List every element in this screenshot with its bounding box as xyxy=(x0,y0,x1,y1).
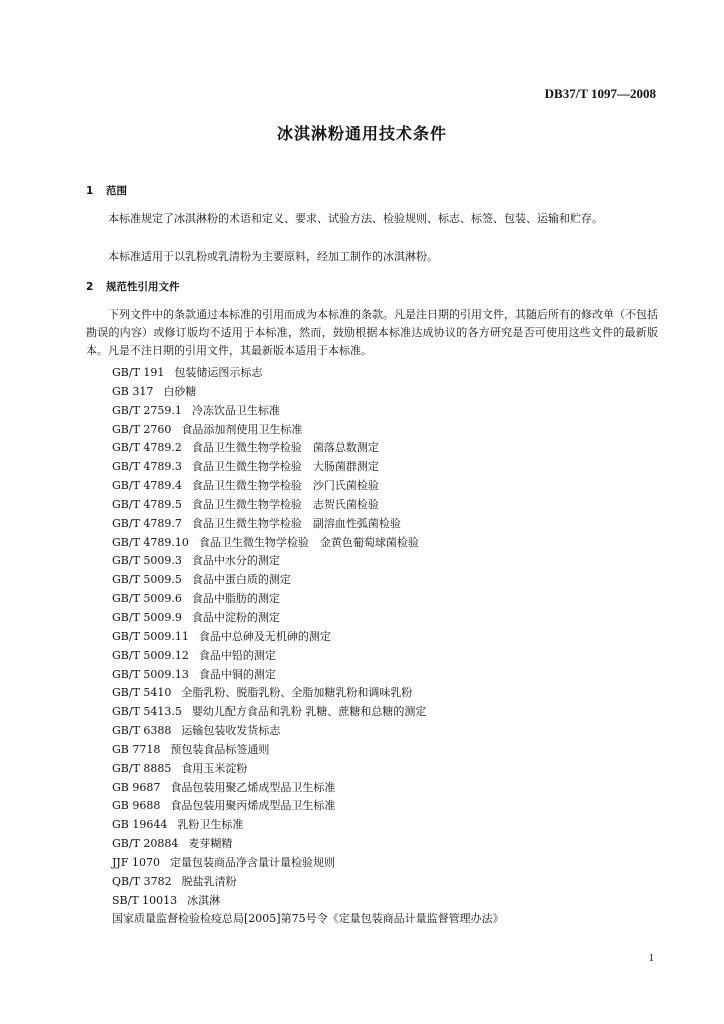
reference-item xyxy=(112,835,504,854)
reference-item xyxy=(112,741,504,760)
reference-title: 脱盐乳清粉 xyxy=(181,874,237,888)
reference-item xyxy=(112,910,504,929)
reference-item xyxy=(112,571,504,590)
reference-title: 食品卫生微生物学检验 菌落总数测定 xyxy=(191,441,379,455)
reference-code: GB/T 6388 xyxy=(112,724,172,738)
reference-list xyxy=(112,364,504,929)
reference-code: GB/T 5009.5 xyxy=(112,573,182,587)
reference-code: GB 9687 xyxy=(112,780,161,794)
reference-item xyxy=(112,666,504,685)
reference-item xyxy=(112,496,504,515)
reference-title: 食品包装用聚丙烯成型品卫生标准 xyxy=(170,799,336,813)
reference-title: 国家质量监督检验检疫总局[2005]第75号令《定量包装商品计量监督管理办法》 xyxy=(112,912,504,926)
reference-item xyxy=(112,421,504,440)
reference-code: GB/T 4789.7 xyxy=(112,516,182,530)
reference-title: 食用玉米淀粉 xyxy=(181,761,248,775)
reference-code: GB/T 5009.6 xyxy=(112,592,182,606)
reference-code: GB 19644 xyxy=(112,818,168,832)
reference-title: 冷冻饮品卫生标准 xyxy=(191,403,280,417)
reference-item xyxy=(112,873,504,892)
reference-item xyxy=(112,364,504,383)
reference-item xyxy=(112,534,504,553)
reference-title: 婴幼儿配方食品和乳粉 乳糖、蔗糖和总糖的测定 xyxy=(191,705,427,719)
reference-item xyxy=(112,383,504,402)
reference-title: 食品卫生微生物学检验 大肠菌群测定 xyxy=(191,460,379,474)
reference-title: 包装储运图示标志 xyxy=(174,366,263,379)
page-number: 1 xyxy=(648,952,654,964)
reference-code: GB/T 5410 xyxy=(112,686,172,700)
reference-title: 麦芽糊精 xyxy=(188,837,233,851)
reference-code: GB/T 4789.10 xyxy=(112,535,189,549)
standard-code: DB37/T 1097—2008 xyxy=(544,86,656,101)
reference-code: GB/T 191 xyxy=(112,366,165,379)
scope-paragraph-1: 本标准规定了冰淇淋粉的术语和定义、要求、试验方法、检验规则、标志、标签、包装、运输和贮存。 xyxy=(108,212,603,225)
reference-title: 食品卫生微生物学检验 志贺氏菌检验 xyxy=(191,497,379,511)
reference-code: QB/T 3782 xyxy=(112,874,172,888)
reference-item xyxy=(112,779,504,798)
reference-title: 食品中淀粉的测定 xyxy=(191,610,280,624)
reference-code: GB/T 4789.4 xyxy=(112,479,182,493)
reference-title: 食品中铅的测定 xyxy=(198,648,276,662)
reference-title: 食品添加剂使用卫生标准 xyxy=(181,422,303,436)
reference-item xyxy=(112,684,504,703)
reference-item xyxy=(112,477,504,496)
section-heading-normative-references xyxy=(86,279,180,294)
reference-item xyxy=(112,402,504,421)
reference-item xyxy=(112,515,504,534)
reference-item xyxy=(112,647,504,666)
reference-title: 白砂糖 xyxy=(163,384,197,398)
section-title: 范围 xyxy=(106,185,127,197)
reference-item xyxy=(112,892,504,911)
reference-title: 定量包装商品净含量计量检验规则 xyxy=(169,855,335,869)
reference-title: 全脂乳粉、脱脂乳粉、全脂加糖乳粉和调味乳粉 xyxy=(181,686,413,700)
reference-item xyxy=(112,703,504,722)
reference-code: SB/T 10013 xyxy=(112,893,178,907)
reference-item xyxy=(112,722,504,741)
reference-code: GB/T 2760 xyxy=(112,422,172,436)
reference-code: GB/T 4789.5 xyxy=(112,497,182,511)
scope-paragraph-2: 本标准适用于以乳粉或乳清粉为主要原料，经加工制作的冰淇淋粉。 xyxy=(108,250,438,263)
reference-code: JJF 1070 xyxy=(112,855,160,869)
reference-title: 乳粉卫生标准 xyxy=(177,818,244,832)
reference-item xyxy=(112,552,504,571)
reference-title: 食品中脂肪的测定 xyxy=(191,592,280,606)
reference-code: GB/T 4789.2 xyxy=(112,441,182,455)
reference-title: 运输包装收发货标志 xyxy=(181,724,281,738)
reference-item xyxy=(112,797,504,816)
reference-code: GB/T 5009.12 xyxy=(112,648,189,662)
reference-code: GB/T 8885 xyxy=(112,761,172,775)
reference-item xyxy=(112,816,504,835)
reference-title: 食品中蛋白质的测定 xyxy=(191,573,291,587)
reference-title: 食品卫生微生物学检验 沙门氏菌检验 xyxy=(191,479,379,493)
reference-item xyxy=(112,458,504,477)
reference-code: GB 317 xyxy=(112,384,154,398)
reference-title: 食品卫生微生物学检验 副溶血性弧菌检验 xyxy=(191,516,401,530)
reference-code: GB 7718 xyxy=(112,742,161,756)
reference-code: GB/T 20884 xyxy=(112,837,179,851)
reference-code: GB 9688 xyxy=(112,799,161,813)
reference-code: GB/T 5413.5 xyxy=(112,705,182,719)
reference-item xyxy=(112,590,504,609)
reference-item xyxy=(112,854,504,873)
reference-title: 食品包装用聚乙烯成型品卫生标准 xyxy=(170,780,336,794)
reference-code: GB/T 5009.3 xyxy=(112,554,182,568)
section-number: 1 xyxy=(86,185,94,197)
reference-title: 食品中铜的测定 xyxy=(198,667,276,681)
reference-title: 冰淇淋 xyxy=(187,893,221,907)
reference-title: 食品卫生微生物学检验 金黄色葡萄球菌检验 xyxy=(198,535,419,549)
reference-code: GB/T 2759.1 xyxy=(112,403,182,417)
reference-item xyxy=(112,439,504,458)
reference-title: 食品中水分的测定 xyxy=(191,554,280,568)
section-title: 规范性引用文件 xyxy=(106,281,180,293)
reference-title: 预包装食品标签通则 xyxy=(170,742,270,756)
reference-item xyxy=(112,609,504,628)
reference-code: GB/T 5009.9 xyxy=(112,610,182,624)
reference-item xyxy=(112,628,504,647)
section-heading-scope xyxy=(86,183,127,198)
references-intro-paragraph: 下列文件中的条款通过本标准的引用而成为本标准的条款。凡是注日期的引用文件，其随后所有的修改单（不包括勘误的内容）或修订版均不适用于本标准，然而，鼓励根据本标准达成协议的各方研究是否可使用这些文件的最新版本。凡是不注日期的引用文件，其最新版本适用于本标准。 xyxy=(86,308,658,357)
reference-item xyxy=(112,760,504,779)
section-number: 2 xyxy=(86,281,94,293)
reference-code: GB/T 4789.3 xyxy=(112,460,182,474)
document-title: 冰淇淋粉通用技术条件 xyxy=(276,124,447,143)
reference-title: 食品中总砷及无机砷的测定 xyxy=(198,629,331,643)
reference-code: GB/T 5009.11 xyxy=(112,629,189,643)
reference-code: GB/T 5009.13 xyxy=(112,667,189,681)
